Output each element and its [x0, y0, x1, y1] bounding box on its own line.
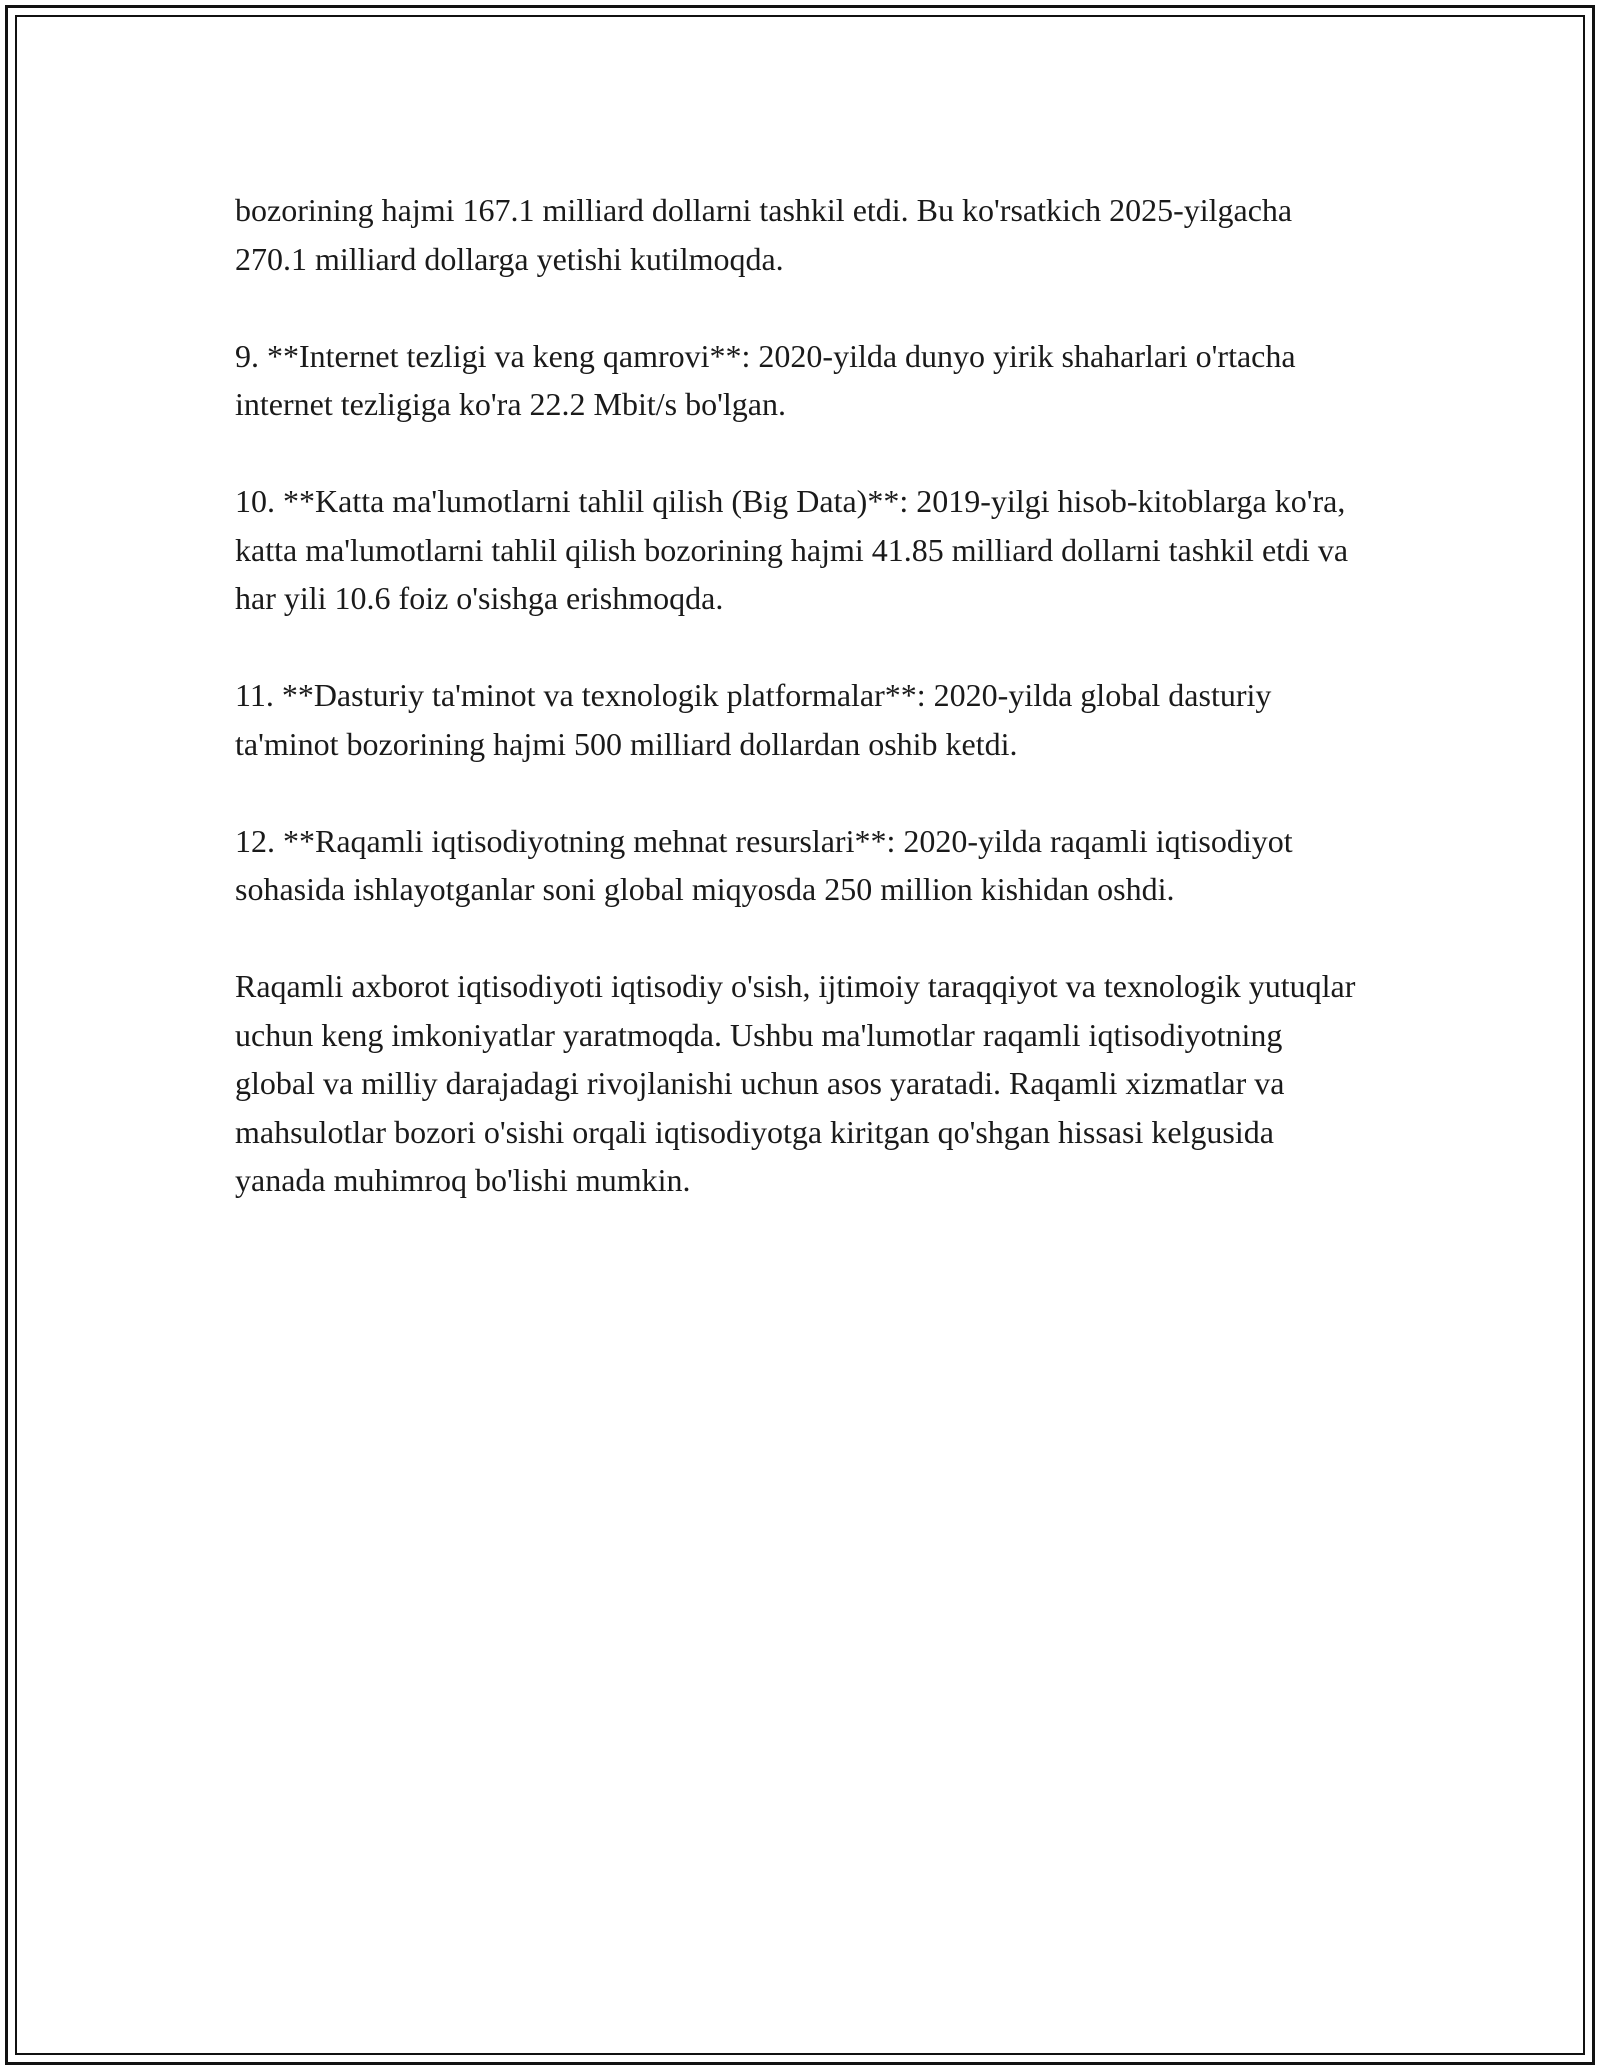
paragraph-item-9-internet-speed: 9. **Internet tezligi va keng qamrovi**: 2020-yilda dunyo yirik shaharlari o'rtacha internet tezligiga ko'ra 22.2 Mbit/s bo'lgan. — [235, 337, 1296, 422]
paragraph-market-continuation: bozorining hajmi 167.1 milliard dollarni tashkil etdi. Bu ko'rsatkich 2025-yilgacha 270.1 milliard dollarga yetishi kutilmoqda. — [235, 192, 1293, 277]
paragraph-conclusion: Raqamli axborot iqtisodiyoti iqtisodiy o'sish, ijtimoiy taraqqiyot va texnologik yutuqlar uchun keng imkoniyatlar yaratmoqda. Ushbu ma'lumotlar raqamli iqtisodiyotning global va milliy darajadagi rivojlanishi uchun asos yaratadi. Raqamli xizmatlar va mahsulotlar bozori o'sishi orqali iqtisodiyotga kiritgan qo'shgan hissasi kelgusida yanada muhimroq bo'lishi mumkin. — [235, 968, 1356, 1198]
document-body — [235, 186, 1365, 1253]
paragraph-item-11-software: 11. **Dasturiy ta'minot va texnologik platformalar**: 2020-yilda global dasturiy ta'minot bozorining hajmi 500 milliard dollardan oshib ketdi. — [235, 677, 1272, 762]
paragraph-item-12-labor-resources: 12. **Raqamli iqtisodiyotning mehnat resurslari**: 2020-yilda raqamli iqtisodiyot sohasida ishlayotganlar soni global miqyosda 250 million kishidan oshdi. — [235, 822, 1293, 907]
paragraph-item-10-big-data: 10. **Katta ma'lumotlarni tahlil qilish (Big Data)**: 2019-yilgi hisob-kitoblarga ko'ra, katta ma'lumotlarni tahlil qilish bozorining hajmi 41.85 milliard dollarni tashkil etdi va har yili 10.6 foiz o'sishga erishmoqda. — [235, 483, 1349, 616]
